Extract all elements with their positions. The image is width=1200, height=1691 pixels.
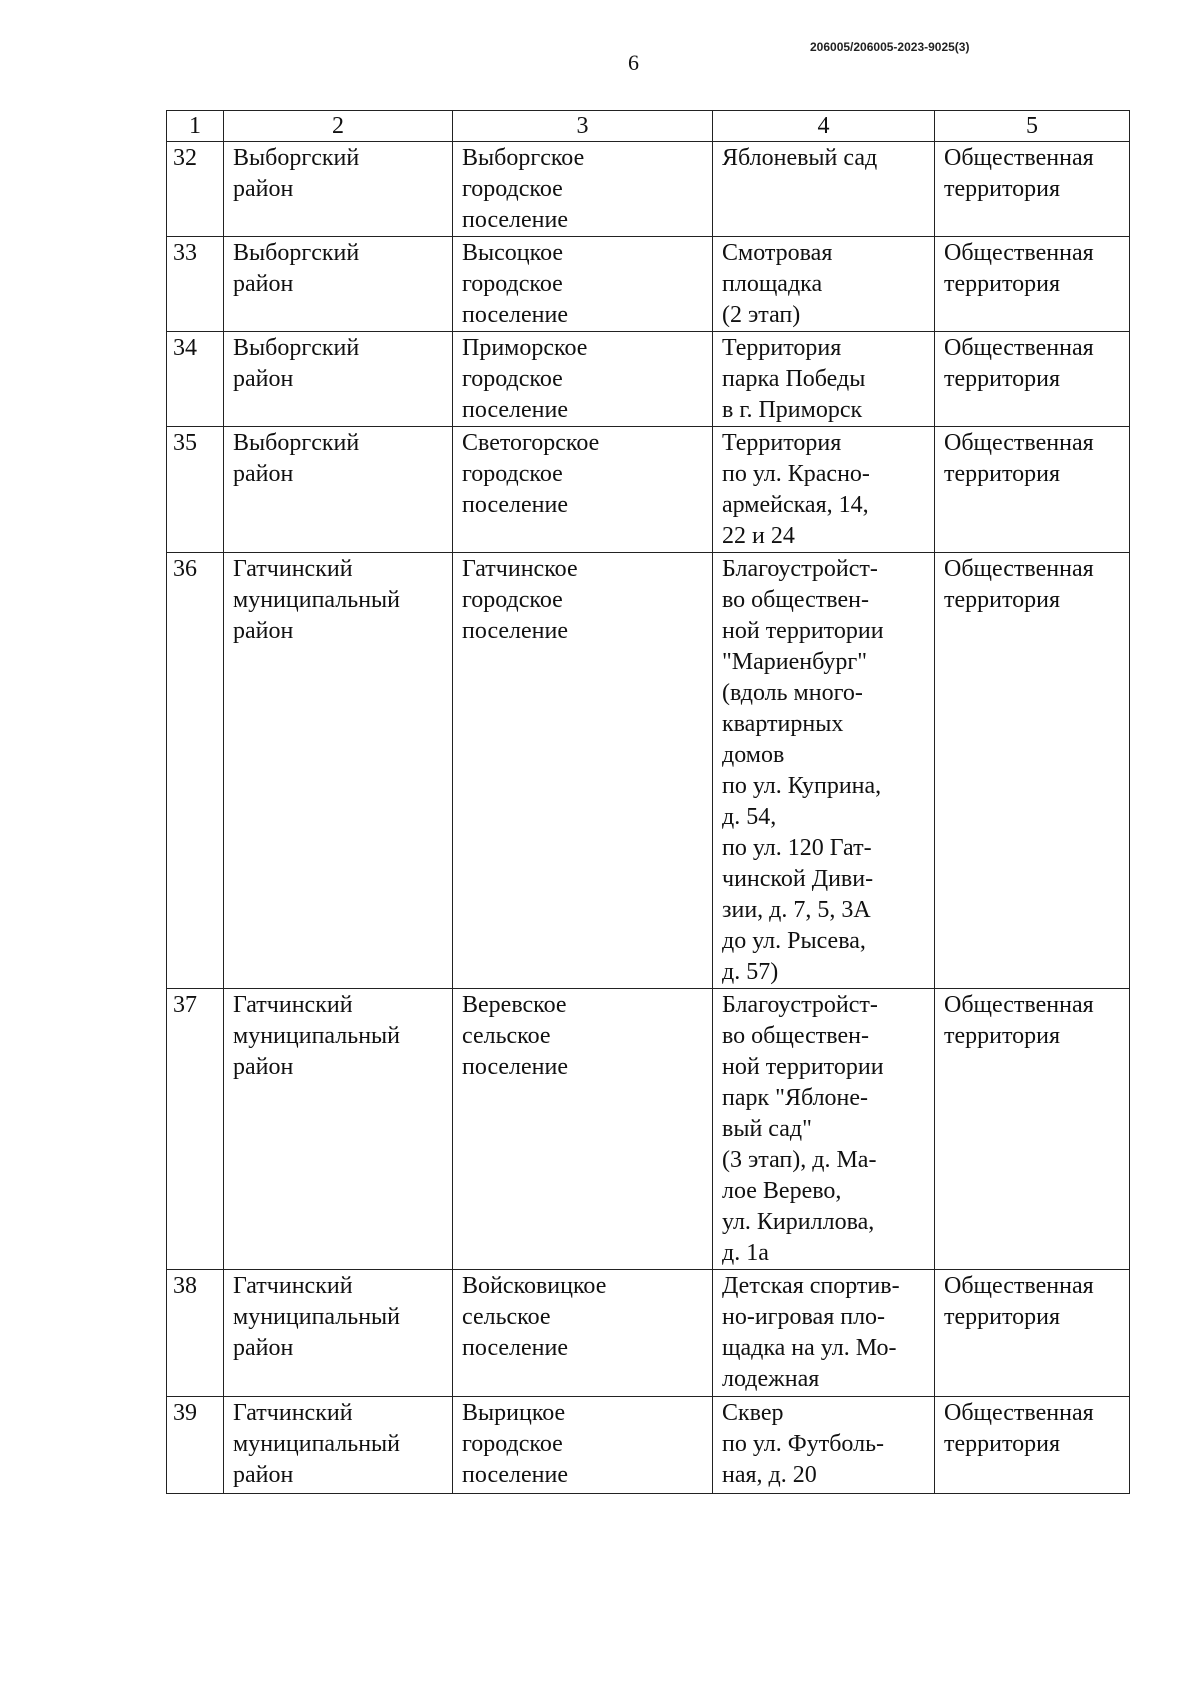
district-cell: Гатчинский муниципальный район <box>224 1397 453 1494</box>
settlement-cell: Приморское городское поселение <box>453 332 713 427</box>
settlement-cell: Высоцкое городское поселение <box>453 237 713 332</box>
row-number: 36 <box>167 553 224 989</box>
district-cell: Выборгский район <box>224 237 453 332</box>
table-row <box>167 237 1130 332</box>
settlement-cell: Войсковицкое сельское поселение <box>453 1270 713 1397</box>
table-row <box>167 142 1130 237</box>
object-cell: Сквер по ул. Футболь- ная, д. 20 <box>713 1397 935 1494</box>
type-cell: Общественная территория <box>935 427 1130 553</box>
column-header: 3 <box>453 111 713 142</box>
row-number: 32 <box>167 142 224 237</box>
type-cell: Общественная территория <box>935 1397 1130 1494</box>
district-cell: Гатчинский муниципальный район <box>224 1270 453 1397</box>
type-cell: Общественная территория <box>935 553 1130 989</box>
table-row <box>167 1397 1130 1494</box>
type-cell: Общественная территория <box>935 1270 1130 1397</box>
object-cell: Смотровая площадка (2 этап) <box>713 237 935 332</box>
table-row <box>167 332 1130 427</box>
row-number: 37 <box>167 989 224 1270</box>
settlement-cell: Веревское сельское поселение <box>453 989 713 1270</box>
territories-table <box>166 110 1130 1494</box>
district-cell: Гатчинский муниципальный район <box>224 553 453 989</box>
type-cell: Общественная территория <box>935 989 1130 1270</box>
object-cell: Благоустройст- во обществен- ной территории "Мариенбург" (вдоль много- квартирных домов по ул. Куприна, д. 54, по ул. 120 Гат- чинской Диви- зии, д. 7, 5, 3А до ул. Рысева, д. 57) <box>713 553 935 989</box>
document-code: 206005/206005-2023-9025(3) <box>810 40 970 54</box>
table-row <box>167 1270 1130 1397</box>
object-cell: Благоустройст- во обществен- ной территории парк "Яблоне- вый сад" (3 этап), д. Ма- лое Верево, ул. Кириллова, д. 1а <box>713 989 935 1270</box>
settlement-cell: Вырицкое городское поселение <box>453 1397 713 1494</box>
type-cell: Общественная территория <box>935 237 1130 332</box>
district-cell: Выборгский район <box>224 142 453 237</box>
table-row <box>167 427 1130 553</box>
object-cell: Яблоневый сад <box>713 142 935 237</box>
row-number: 39 <box>167 1397 224 1494</box>
row-number: 38 <box>167 1270 224 1397</box>
page-number: 6 <box>628 50 639 75</box>
column-header: 4 <box>713 111 935 142</box>
object-cell: Территория по ул. Красно- армейская, 14, 22 и 24 <box>713 427 935 553</box>
district-cell: Выборгский район <box>224 332 453 427</box>
settlement-cell: Гатчинское городское поселение <box>453 553 713 989</box>
district-cell: Выборгский район <box>224 427 453 553</box>
district-cell: Гатчинский муниципальный район <box>224 989 453 1270</box>
type-cell: Общественная территория <box>935 332 1130 427</box>
row-number: 34 <box>167 332 224 427</box>
table-row <box>167 989 1130 1270</box>
object-cell: Территория парка Победы в г. Приморск <box>713 332 935 427</box>
table-row <box>167 553 1130 989</box>
table-header-row <box>167 111 1130 142</box>
settlement-cell: Светогорское городское поселение <box>453 427 713 553</box>
column-header: 2 <box>224 111 453 142</box>
row-number: 35 <box>167 427 224 553</box>
column-header: 5 <box>935 111 1130 142</box>
settlement-cell: Выборгское городское поселение <box>453 142 713 237</box>
type-cell: Общественная территория <box>935 142 1130 237</box>
column-header: 1 <box>167 111 224 142</box>
object-cell: Детская спортив- но-игровая пло- щадка на ул. Мо- лодежная <box>713 1270 935 1397</box>
row-number: 33 <box>167 237 224 332</box>
